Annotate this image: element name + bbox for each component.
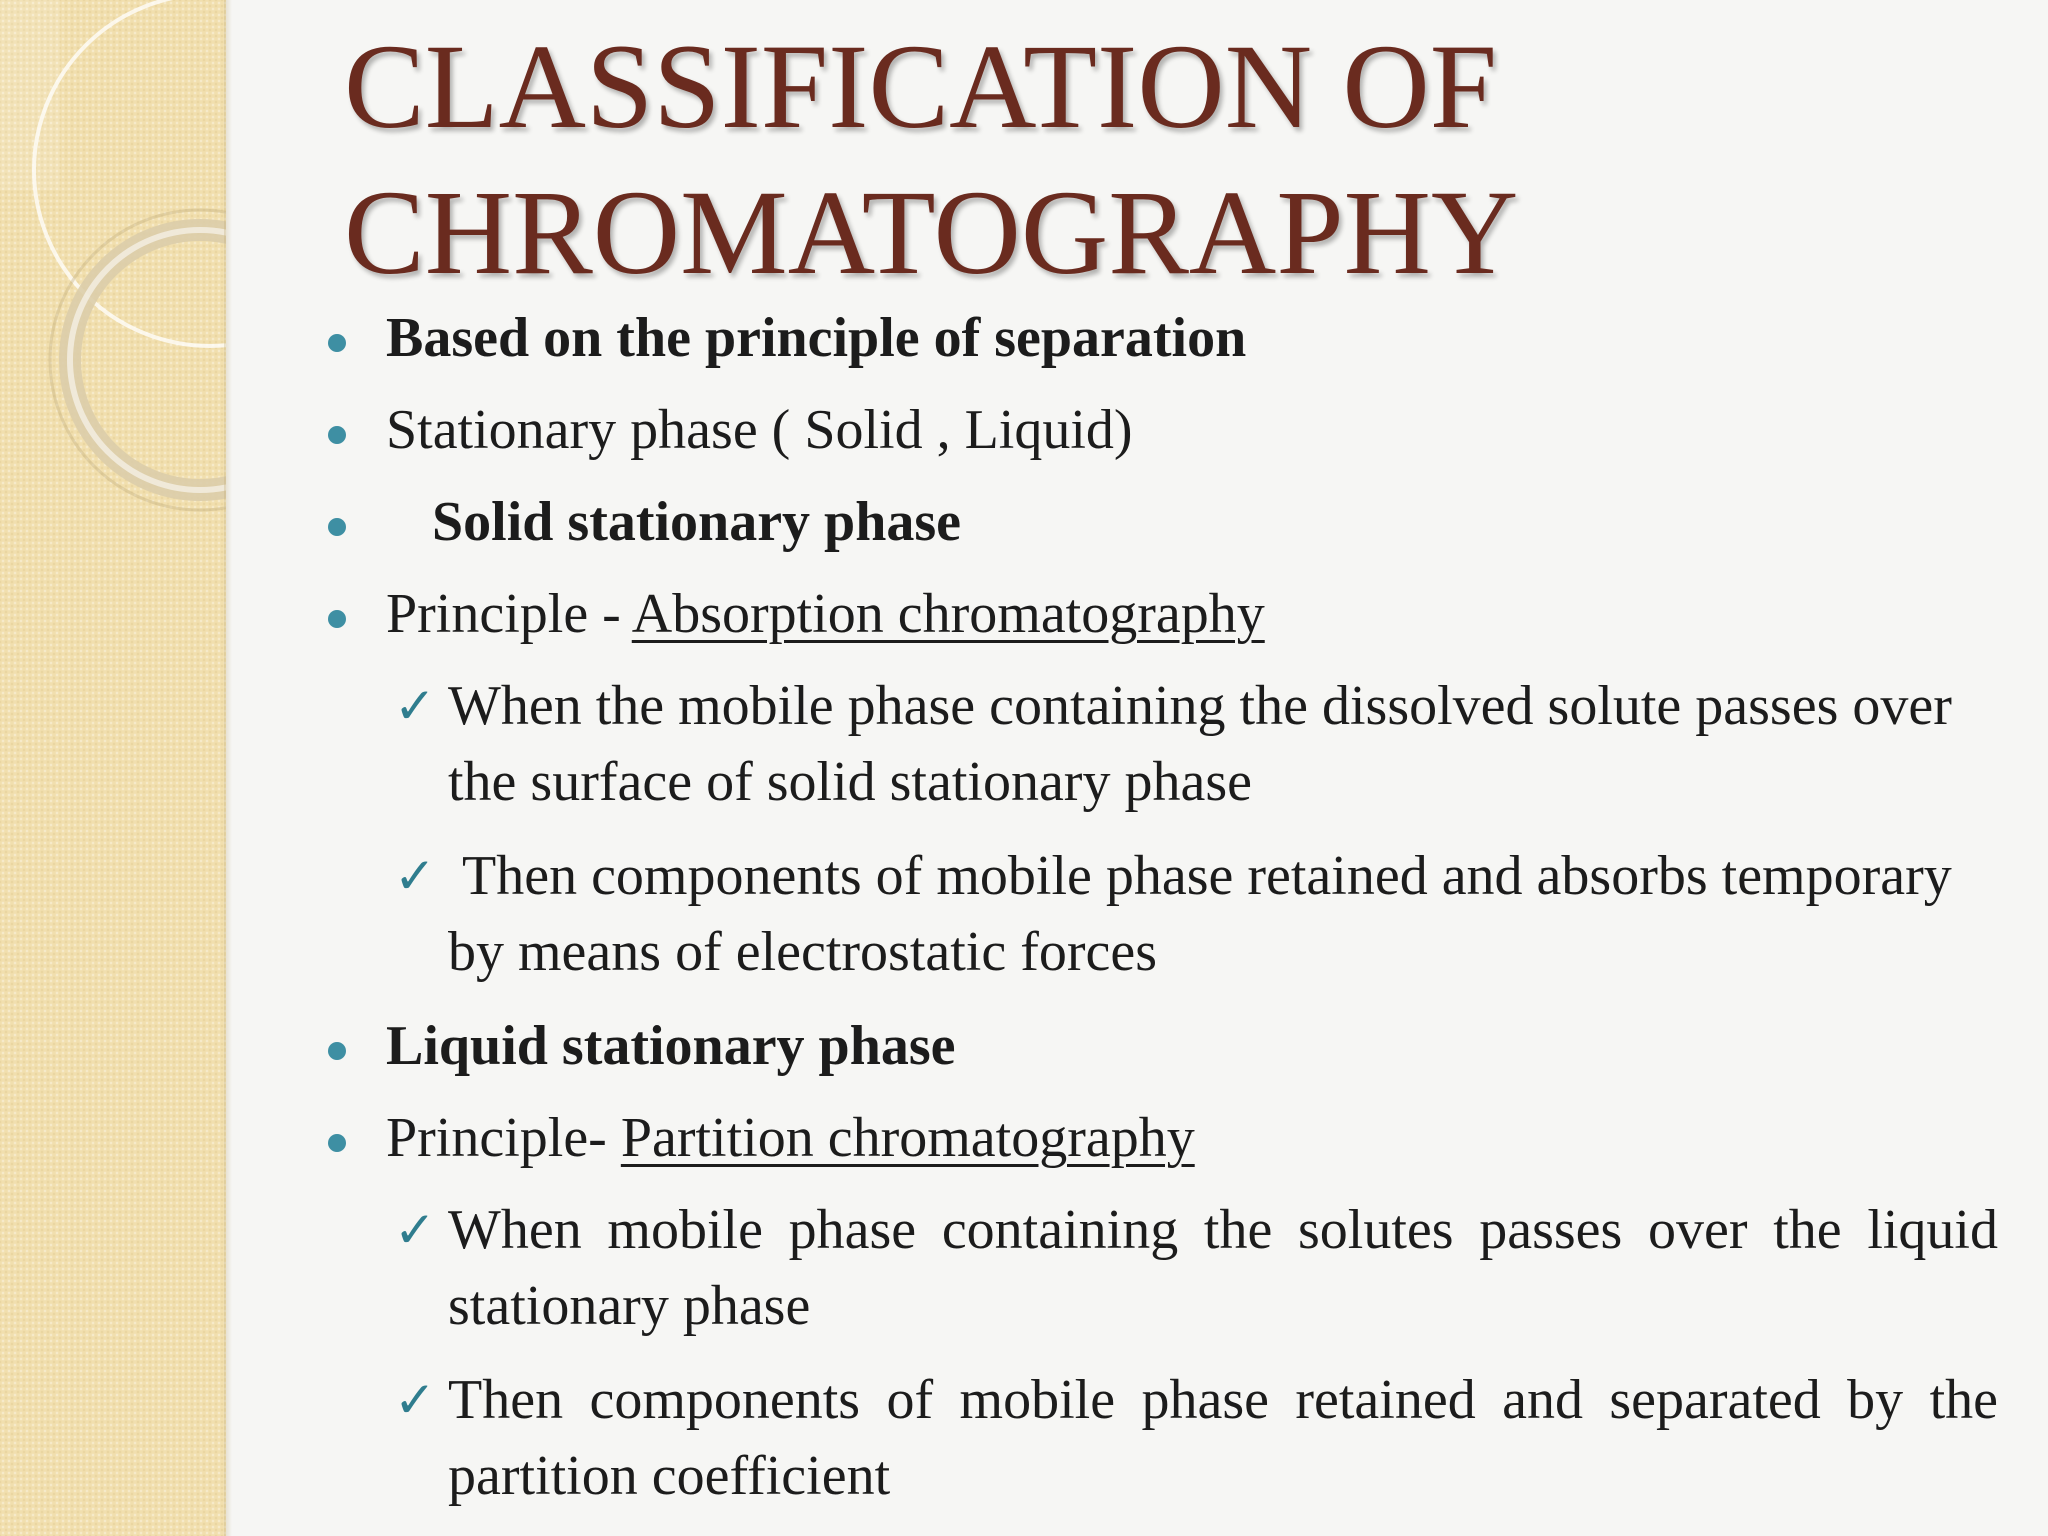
decorative-side-panel <box>0 0 226 1536</box>
slide-title-line-2: CHROMATOGRAPHY <box>344 166 1519 300</box>
bullet-item <box>318 1008 2008 1100</box>
checkmark-icon: ✓ <box>394 677 436 735</box>
slide-content <box>318 300 2008 1532</box>
bullet-dot-icon <box>328 518 346 536</box>
check-text: When mobile phase containing the solutes passes over the liquid stationary phase <box>448 1199 1998 1337</box>
slide-title-line-1: CLASSIFICATION OF <box>344 20 1498 154</box>
principle-label: Principle- <box>386 1107 621 1169</box>
bullet-text <box>386 576 1265 652</box>
checkmark-icon: ✓ <box>394 1371 436 1429</box>
check-item <box>318 838 2008 990</box>
bullet-item <box>318 300 2008 392</box>
bullet-text: Stationary phase ( Solid , Liquid) <box>386 399 1133 461</box>
checkmark-icon: ✓ <box>394 1201 436 1259</box>
check-item <box>318 668 2008 820</box>
decorative-rings-icon <box>0 0 226 520</box>
bullet-dot-icon <box>328 1042 346 1060</box>
bullet-dot-icon <box>328 1134 346 1152</box>
check-item <box>318 1362 2008 1514</box>
check-text: When the mobile phase containing the dissolved solute passes over the surface of solid stationary phase <box>448 675 1952 813</box>
bullet-dot-icon <box>328 610 346 628</box>
bullet-text: Solid stationary phase <box>432 491 961 553</box>
check-text: Then components of mobile phase retained and absorbs temporary by means of electrostatic forces <box>448 845 1966 983</box>
bullet-item <box>318 1100 2008 1192</box>
check-item <box>318 1192 2008 1344</box>
side-panel-edge <box>224 0 232 1536</box>
slide-title <box>344 14 1518 306</box>
bullet-item <box>318 392 2008 484</box>
bullet-text: Based on the principle of separation <box>386 307 1247 369</box>
bullet-dot-icon <box>328 334 346 352</box>
partition-chromatography-link: Partition chromatography <box>620 1107 1195 1169</box>
bullet-text <box>386 1100 1195 1176</box>
check-text: Then components of mobile phase retained and separated by the partition coefficient <box>448 1369 1998 1507</box>
bullet-dot-icon <box>328 426 346 444</box>
absorption-chromatography-link: Absorption chromatography <box>631 583 1265 645</box>
checkmark-icon: ✓ <box>394 847 436 905</box>
bullet-item <box>318 484 2008 576</box>
bullet-item <box>318 576 2008 668</box>
bullet-text: Liquid stationary phase <box>386 1015 956 1077</box>
principle-label: Principle - <box>386 583 632 645</box>
